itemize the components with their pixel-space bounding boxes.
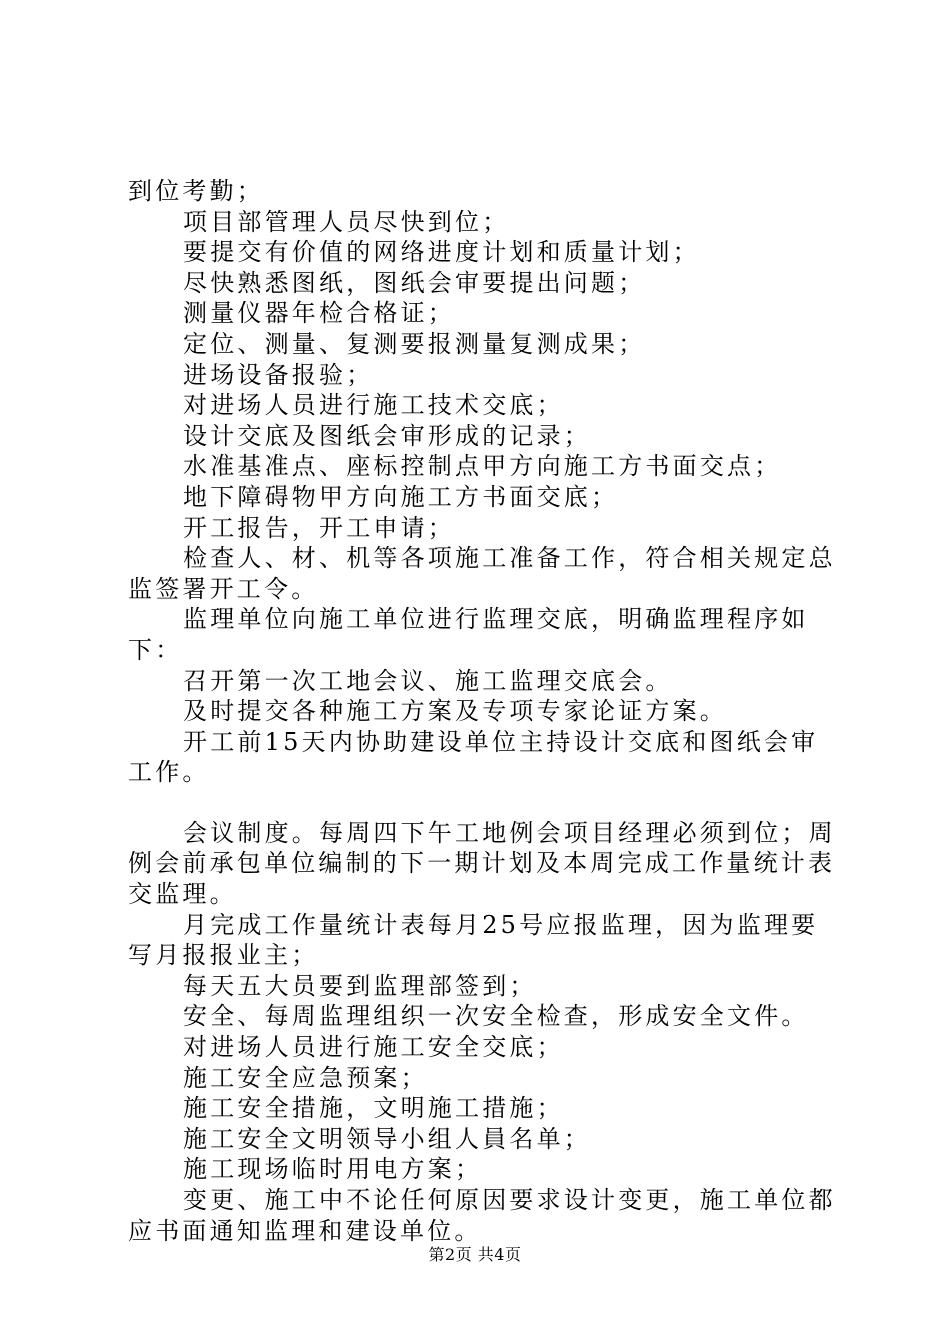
paragraph: 测量仪器年检合格证； — [183, 299, 455, 328]
paragraph: 月完成工作量统计表每月25号应报监理，因为监理要写月报报业主； — [128, 910, 819, 970]
page-number-label: 第2页 共4页 — [428, 1245, 522, 1264]
page-footer — [0, 1245, 950, 1265]
paragraph: 开工报告，开工申请； — [183, 513, 455, 542]
paragraph: 定位、测量、复测要报测量复测成果； — [183, 329, 646, 358]
paragraph: 每天五大员要到监理部签到； — [183, 971, 537, 1000]
paragraph: 要提交有价值的网络进度计划和质量计划； — [183, 238, 700, 267]
paragraph: 及时提交各种施工方案及专项专家论证方案。 — [183, 697, 727, 726]
paragraph: 尽快熟悉图纸，图纸会审要提出问题； — [183, 268, 646, 297]
paragraph: 水准基准点、座标控制点甲方向施工方书面交点； — [183, 452, 782, 481]
paragraph: 到位考勤； — [128, 177, 264, 205]
paragraph: 对进场人员进行施工安全交底； — [183, 1033, 564, 1062]
paragraph: 变更、施工中不论任何原因要求设计变更，施工单位都应书面通知监理和建设单位。 — [128, 1186, 836, 1245]
paragraph: 施工现场临时用电方案； — [183, 1155, 483, 1184]
paragraph: 开工前15天内协助建设单位主持设计交底和图纸会审工作。 — [128, 727, 819, 787]
paragraph: 会议制度。每周四下午工地例会项目经理必须到位；周例会前承包单位编制的下一期计划及本周完成工作量统计表交监理。 — [128, 818, 836, 909]
paragraph: 项目部管理人员尽快到位； — [183, 207, 510, 236]
paragraph: 进场设备报验； — [183, 360, 374, 389]
paragraph: 设计交底及图纸会审形成的记录； — [183, 421, 591, 450]
paragraph: 召开第一次工地会议、施工监理交底会。 — [183, 666, 673, 695]
paragraph: 施工安全措施，文明施工措施； — [183, 1094, 564, 1123]
paragraph: 施工安全文明领导小组人員名单； — [183, 1124, 591, 1153]
paragraph: 检查人、材、机等各项施工准备工作，符合相关规定总监签署开工令。 — [128, 544, 836, 603]
document-body — [128, 176, 838, 1246]
paragraph: 安全、每周监理组织一次安全检查，形成安全文件。 — [183, 1002, 809, 1031]
paragraph: 监理单位向施工单位进行监理交底，明确监理程序如下： — [128, 605, 809, 664]
paragraph: 对进场人员进行施工技术交底； — [183, 391, 564, 420]
paragraph: 施工安全应急预案； — [183, 1063, 428, 1092]
paragraph: 地下障碍物甲方向施工方书面交底； — [183, 482, 619, 511]
